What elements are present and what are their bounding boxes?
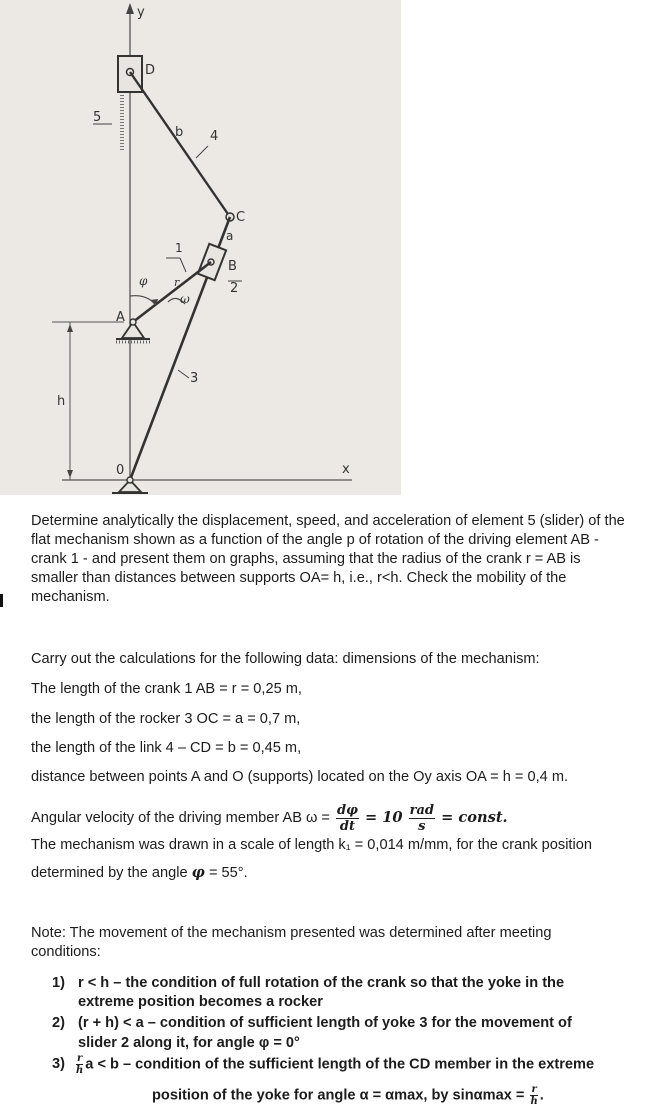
condition-2-line-2 (52, 1034, 300, 1053)
condition-3-text-cont: position of the yoke for angle α = αmax, by sinαmax = (152, 1087, 525, 1104)
condition-1-line-2 (52, 993, 323, 1012)
condition-2-number: 2) (52, 1015, 65, 1031)
omega-derivative (336, 803, 359, 834)
omega-equals: = 10 (364, 809, 403, 826)
label-h: h (57, 394, 66, 409)
angle-phi-arc (130, 296, 155, 304)
note-intro: Note: The movement of the mechanism presented was determined after meeting conditions: (31, 925, 552, 960)
label-r: r (174, 276, 180, 289)
condition-2-text-cont: slider 2 along it, for angle φ = 0° (78, 1035, 300, 1051)
angular-velocity-line (31, 801, 508, 835)
omega-num: dφ (337, 802, 358, 818)
omega-const: = const. (441, 809, 508, 826)
omega-den: dt (339, 818, 355, 834)
condition-3-ratio: $\frac{r}{h}$ (76, 1053, 84, 1076)
omega-unit-den: s (418, 818, 426, 834)
problem-statement: Determine analytically the displacement, speed, and acceleration of element 5 (slider) of the flat mechanism shown as a function of the angle p of rotation of the driving element AB - crank 1 - and present them on graphs, assuming that the radius of the crank r = AB is smaller than distances between supports OA= h, i.e., r<h. Check the mobility of the mechanism. (31, 513, 625, 605)
label-4: 4 (210, 129, 219, 144)
label-omega: ω (180, 292, 190, 306)
label-5: 5 (93, 110, 102, 125)
rocker-length: the length of the rocker 3 OC = a = 0,7 m, (31, 711, 301, 727)
condition-1-line-1 (52, 974, 564, 993)
mechanism-figure (0, 0, 401, 495)
left-edge-mark (0, 594, 3, 607)
data-intro: Carry out the calculations for the following data: dimensions of the mechanism: (31, 651, 540, 667)
label-O: 0 (116, 463, 125, 478)
angle-prefix: determined by the angle (31, 865, 188, 881)
condition-3-number: 3) (52, 1056, 65, 1073)
support-distance: distance between points A and O (supports) located on the Oy axis OA = h = 0,4 m. (31, 769, 569, 785)
y-axis-label: y (137, 5, 145, 20)
label-a: a (226, 229, 234, 243)
condition-1-number: 1) (52, 975, 65, 991)
x-axis-label: x (342, 462, 350, 477)
label-phi: φ (139, 274, 148, 288)
joint-A (130, 319, 136, 325)
condition-1-text-cont: extreme position becomes a rocker (78, 994, 323, 1010)
slider-2-block (198, 244, 226, 280)
label-C: C (236, 210, 246, 225)
condition-3-line-2: position of the yoke for angle α = αmax, by sinαmax = $\frac{r}{h}$ . (152, 1084, 544, 1107)
omega-unit-num: rad (409, 802, 434, 818)
joint-O (127, 477, 133, 483)
label-3: 3 (190, 371, 199, 386)
condition-2-line-1 (52, 1014, 572, 1033)
angle-symbol: φ (191, 864, 205, 881)
label-1: 1 (175, 241, 183, 255)
omega-unit (409, 803, 435, 834)
y-axis-arrow (126, 3, 134, 14)
condition-3-text: a < b – condition of the sufficient length of the CD member in the extreme (85, 1056, 595, 1073)
label-B: B (228, 259, 237, 274)
label-D: D (145, 63, 156, 78)
label-A: A (116, 310, 125, 325)
crank-length: The length of the crank 1 AB = r = 0,25 m, (31, 681, 302, 697)
omega-prefix: Angular velocity of the driving member AB ω = (31, 810, 330, 826)
label-b: b (175, 125, 184, 140)
condition-2-text: (r + h) < a – condition of sufficient length of yoke 3 for the movement of (78, 1015, 572, 1031)
angle-line (31, 864, 248, 881)
link-4-CD (130, 72, 230, 217)
scale-line: The mechanism was drawn in a scale of length k₁ = 0,014 m/mm, for the crank position (31, 837, 592, 853)
condition-3-sin-ratio: $\frac{r}{h}$ (530, 1084, 538, 1107)
condition-3-line-1 (52, 1053, 594, 1076)
condition-1-text: r < h – the condition of full rotation of the crank so that the yoke in the (78, 975, 565, 991)
mechanism-diagram (0, 0, 401, 495)
angle-value: = 55°. (208, 865, 248, 881)
label-2: 2 (230, 281, 239, 296)
crank-1-AB (133, 262, 211, 322)
link-length: the length of the link 4 – CD = b = 0,45 m, (31, 740, 302, 756)
